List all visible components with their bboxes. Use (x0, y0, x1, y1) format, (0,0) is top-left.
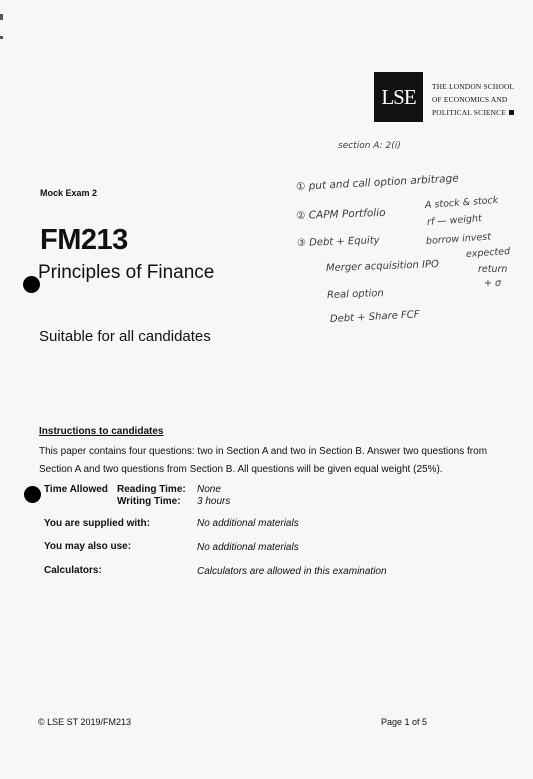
page-number: Page 1 of 5 (381, 717, 428, 727)
handwritten-note: rf — weight (426, 213, 483, 228)
instructions-heading: Instructions to candidates (39, 426, 164, 437)
institution-line-text: POLITICAL SCIENCE (432, 108, 506, 117)
time-allowed-label: Time Allowed (44, 484, 108, 495)
course-title: Principles of Finance (38, 262, 215, 283)
handwritten-note: return (478, 264, 508, 275)
handwritten-note: expected (465, 245, 511, 260)
supplied-label: You are supplied with: (44, 518, 150, 529)
writing-time-value: 3 hours (197, 496, 231, 507)
institution-line: THE LONDON SCHOOL (432, 82, 515, 91)
institution-name (432, 80, 514, 119)
handwritten-note: + σ (484, 278, 502, 289)
handwritten-note: ① put and call option arbitrage (295, 172, 459, 193)
handwritten-note: borrow invest (425, 231, 492, 247)
institution-line: OF ECONOMICS AND (432, 95, 508, 104)
writing-time-label: Writing Time: (117, 496, 181, 507)
instructions-line: This paper contains four questions: two in Section A and two in Section B. Answer two questions from (39, 446, 488, 457)
black-dot-mark-icon (24, 486, 41, 503)
square-mark-icon (509, 110, 514, 115)
calculators-label: Calculators: (44, 565, 102, 576)
may-use-value: No additional materials (197, 542, 299, 553)
mock-exam-label: Mock Exam 2 (40, 188, 98, 198)
scan-edge-mark (0, 36, 3, 39)
reading-time-label: Reading Time: (117, 484, 186, 495)
handwritten-note: ③ Debt + Equity (296, 235, 380, 249)
supplied-value: No additional materials (197, 518, 299, 529)
instructions-line: Section A and two questions from Section B. All questions will be given equal weight (25%). (39, 464, 443, 475)
suitability-note: Suitable for all candidates (39, 328, 211, 345)
reading-time-value: None (197, 484, 221, 495)
handwritten-note: ② CAPM Portfolio (295, 206, 386, 222)
handwritten-note: Debt + Share FCF (329, 309, 420, 325)
handwritten-note: Real option (326, 288, 384, 301)
handwritten-section-note: section A: 2(i) (338, 141, 401, 151)
handwritten-note: A stock & stock (424, 194, 499, 211)
handwritten-note: Merger acquisition IPO (325, 259, 440, 274)
lse-logo: LSE (374, 72, 423, 122)
copyright-footer: © LSE ST 2019/FM213 (38, 717, 132, 727)
may-use-label: You may also use: (44, 541, 132, 552)
institution-line (432, 106, 514, 119)
instructions-text (39, 443, 494, 479)
calculators-value: Calculators are allowed in this examination (197, 566, 387, 577)
course-code: FM213 (40, 224, 128, 256)
scan-edge-mark (0, 14, 3, 20)
